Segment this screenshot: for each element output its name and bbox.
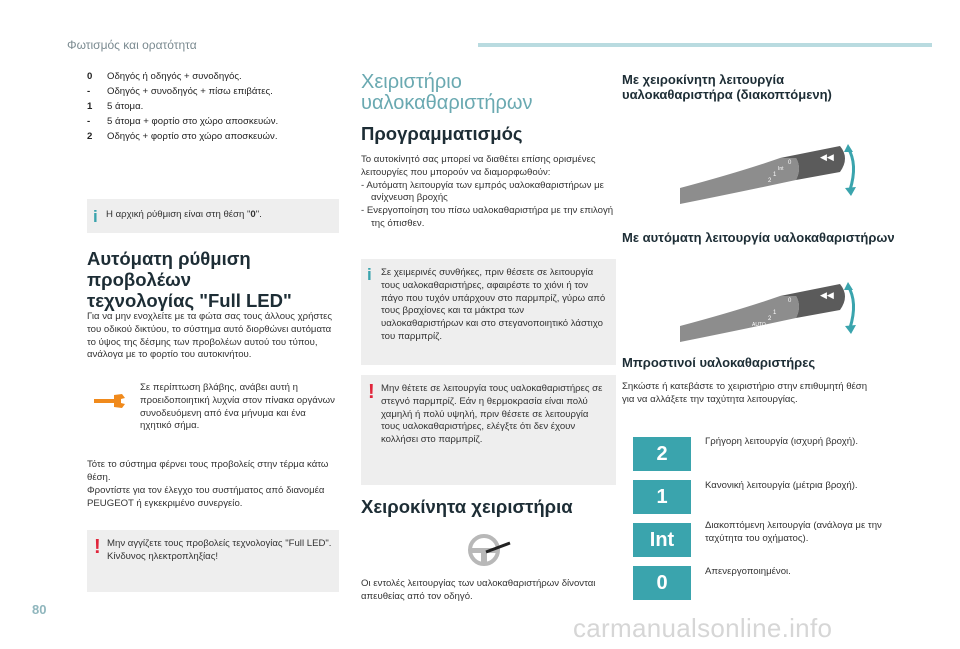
wrench-icon [92,390,128,410]
stalk-mark: 1 [773,310,777,316]
warning-exclamation-icon: ! [94,536,101,558]
stalk-mark: 0 [788,160,792,166]
info-icon: i [93,207,98,226]
header-rule [478,43,932,47]
warning-note-box: ! Μην αγγίζετε τους προβολείς τεχνολογίας "Full LED". Κίνδυνος ηλεκτροπληξίας! [87,530,339,592]
running-header: Φωτισμός και ορατότητα [67,38,197,52]
manual-wiper-title-2: υαλοκαθαριστήρα (διακοπτόμενη) [622,87,832,102]
stalk-mark: 2 [768,178,772,184]
lowered-position-text: Τότε το σύστημα φέρνει τους προβολείς στην τέρμα κάτω θέση. [87,459,329,483]
load-positions-list [87,69,337,144]
list-item: 2 Οδηγός + φορτίο στο χώρο αποσκευών. [87,131,278,142]
wiper-control-title: Χειριστήριο [361,71,462,93]
programming-title: Προγραμματισμός [361,123,523,144]
speed-text-int: Διακοπτόμενη λειτουργία (ανάλογα με την ταχύτητα του οχήματος). [705,520,882,544]
stalk-mark: 2 [768,316,772,322]
list-item: 0 Οδηγός ή οδηγός + συνοδηγός. [87,71,242,82]
speed-badge-2: 2 [633,437,691,471]
auto-headlamp-paragraph: Για να μην ενοχλείτε με τα φώτα σας τους άλλους χρήστες του οδικού δικτύου, το σύστημα αυτό διορθώνει αυτόματα το ύψος της δέσμης των προβολέων αυτού του τύπου, ανάλογα με το φορτίο του αυτοκινήτου. [87,311,333,361]
list-item: - Οδηγός + συνοδηγός + πίσω επιβάτες. [87,86,273,97]
speed-badge-int: Int [633,523,691,557]
stalk-mark: Int [778,166,784,172]
manual-wiper-title: Με χειροκίνητη λειτουργία [622,72,785,87]
dealer-check-text: Φροντίστε για τον έλεγχο του συστήματος από διανομέα PEUGEOT ή εγκεκριμένο συνεργείο. [87,485,325,509]
speed-text-2: Γρήγορη λειτουργία (ισχυρή βροχή). [705,436,858,447]
svg-text:◀◀: ◀◀ [820,152,834,162]
list-item: 1 5 άτομα. [87,101,144,112]
manual-controls-title: Χειροκίνητα χειριστήρια [361,496,573,517]
front-wipers-title: Μπροστινοί υαλοκαθαριστήρες [622,355,816,370]
stalk-mark: AUTO [752,322,766,328]
steering-wheel-icon [466,533,514,567]
watermark: carmanualsonline.info [573,613,833,643]
frost-warning-box: ! Μην θέτετε σε λειτουργία τους υαλοκαθαριστήρες σε στεγνό παρμπρίζ. Εάν η θερμοκρασία είναι πολύ χαμηλή ή πολύ υψηλή, πριν θέσετε σε λειτουργία τους υαλοκαθαριστήρες, ελέγξτε ότι δεν έχουν κολλήσει στο παρμπρίζ. [361,375,616,485]
section-title-auto-headlamp: Αυτόματη ρύθμιση προβολέων [87,248,251,290]
fault-warning-text: Σε περίπτωση βλάβης, ανάβει αυτή η προειδοποιητική λυχνία στον πίνακα οργάνων συνοδευόμενη από ένα μήνυμα και ένα ηχητικό σήμα. [140,382,335,432]
info-note-box: i Η αρχική ρύθμιση είναι στη θέση "0". [87,199,339,233]
list-item: - 5 άτομα + φορτίο στο χώρο αποσκευών. [87,116,279,127]
page-number: 80 [32,602,47,617]
list-item: - Αυτόματη λειτουργία των εμπρός υαλοκαθαριστήρων με ανίχνευση βροχής [361,180,616,206]
speed-text-1: Κανονική λειτουργία (μέτρια βροχή). [705,480,858,491]
speed-badge-0: 0 [633,566,691,600]
speed-badge-1: 1 [633,480,691,514]
programming-list [361,180,616,231]
warning-exclamation-icon: ! [368,381,375,403]
svg-text:◀◀: ◀◀ [820,290,834,300]
programming-intro: Το αυτοκίνητό σας μπορεί να διαθέτει επίσης ορισμένες λειτουργίες που μπορούν να διαμορφωθούν: [361,154,596,178]
section-title-full-led: τεχνολογίας "Full LED" [87,290,292,311]
list-item: - Ενεργοποίηση του πίσω υαλοκαθαριστήρα με την επιλογή της όπισθεν. [361,205,616,231]
wiper-control-title-2: υαλοκαθαριστήρων [361,92,533,114]
stalk-mark: 1 [773,172,777,178]
speed-text-0: Απενεργοποιημένοι. [705,566,791,577]
wiper-stalk-illustration-auto [680,276,870,346]
manual-controls-text: Οι εντολές λειτουργίας των υαλοκαθαριστήρων δίνονται απευθείας από τον οδηγό. [361,578,596,602]
auto-wiper-title: Με αυτόματη λειτουργία υαλοκαθαριστήρων [622,230,895,245]
front-wipers-intro: Σηκώστε ή κατεβάστε το χειριστήριο στην επιθυμητή θέση για να αλλάξετε την ταχύτητα λειτουργίας. [622,381,868,405]
winter-note-box: i Σε χειμερινές συνθήκες, πριν θέσετε σε λειτουργία τους υαλοκαθαριστήρες, αφαιρέστε το χιόνι ή τον πάγο που τυχόν υπάρχουν στο παρμπρίζ, γύρω από τους βραχίονες και τα μάκτρα των υαλοκαθαριστήρων και στο στεγανοποιητικό λάστιχο του παρμπρίζ. [361,259,616,365]
info-icon: i [367,265,372,284]
wiper-stalk-illustration-manual [680,138,870,208]
stalk-mark: 0 [788,298,792,304]
